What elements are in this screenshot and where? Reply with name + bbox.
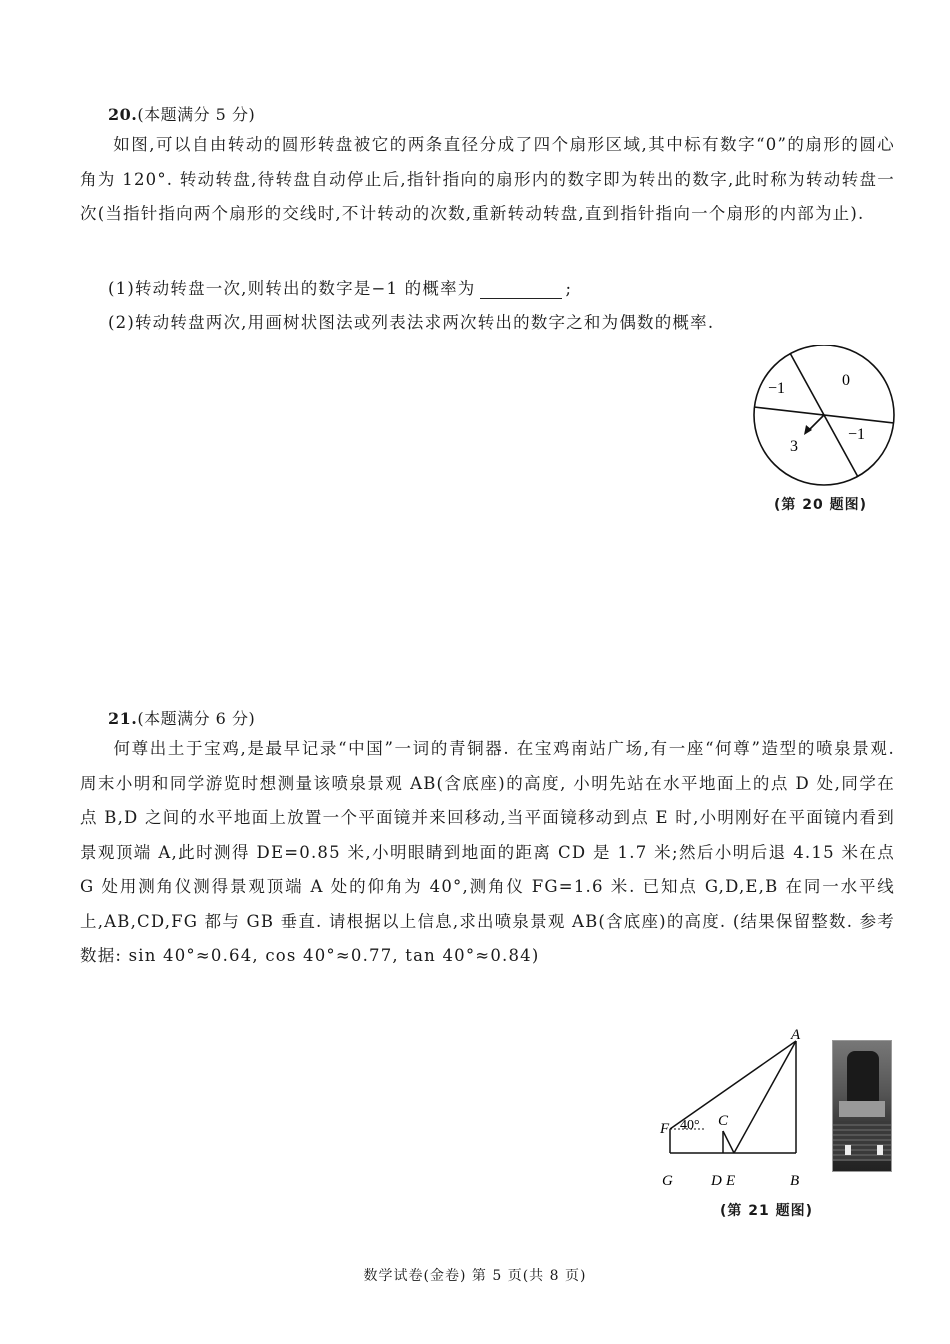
- q20-figure-caption: (第 20 题图): [774, 497, 868, 513]
- label-C: C: [718, 1113, 729, 1129]
- label-B: B: [790, 1173, 800, 1189]
- he-zun-fountain-photo: [832, 1040, 892, 1172]
- q21-figure-caption: (第 21 题图): [720, 1203, 814, 1219]
- label-D: D: [711, 1173, 722, 1189]
- label-E: E: [726, 1173, 736, 1189]
- q20-answer-blank[interactable]: [480, 280, 562, 299]
- q20-part2: [108, 309, 714, 333]
- q20-body-text: 如图,可以自由转动的圆形转盘被它的两条直径分成了四个扇形区域,其中标有数字“0”的扇形的圆心角为 120°. 转动转盘,待转盘自动停止后,指针指向的扇形内的数字即为转出的数字,此时称为转动转盘一次(当指针指向两个扇形的交线时,不计转动的次数,重新转动转盘,直到指针指向一个扇形的内部为止).: [80, 135, 895, 223]
- q20-score: (本题满分 5 分): [137, 105, 256, 124]
- sector-label-0: 0: [842, 372, 850, 389]
- q21-header: [108, 706, 255, 729]
- label-A: A: [791, 1027, 801, 1043]
- sector-label-neg1-a: −1: [768, 380, 786, 397]
- sector-label-neg1-b: −1: [848, 426, 866, 443]
- q20-part1: [108, 275, 572, 299]
- q20-part1-text: (1)转动转盘一次,则转出的数字是−1 的概率为: [108, 279, 476, 298]
- q20-header: [108, 102, 255, 125]
- segment-FA: [670, 1041, 796, 1129]
- q20-spinner-figure: [748, 345, 898, 490]
- q20-part2-text: (2)转动转盘两次,用画树状图法或列表法求两次转出的数字之和为偶数的概率.: [108, 313, 715, 332]
- pointer-arrow-icon: [808, 415, 824, 431]
- segment-EA: [734, 1041, 796, 1153]
- q21-body: [80, 732, 895, 974]
- sector-label-3: 3: [790, 438, 798, 455]
- q21-geometry-figure: [658, 1025, 823, 1195]
- label-F: F: [660, 1121, 670, 1137]
- q21-body-text: 何尊出土于宝鸡,是最早记录“中国”一词的青铜器. 在宝鸡南站广场,有一座“何尊”造型的喷泉景观. 周末小明和同学游览时想测量该喷泉景观 AB(含底座)的高度, 小明先站在水平地面上的点 D 处,同学在点 B,D 之间的水平地面上放置一个平面镜并来回移动,当平面镜移动到点 E 时,小明刚好在平面镜内看到景观顶端 A,此时测得 DE=0.85 米,小明眼睛到地面的距离 CD 是 1.7 米;然后小明后退 4.15 米在点 G 处用测角仪测得景观顶端 A 处的仰角为 40°,测角仪 FG=1.6 米. 已知点 G,D,E,B 在同一水平线上,AB,CD,FG 都与 GB 垂直. 请根据以上信息,求出喷泉景观 AB(含底座)的高度. (结果保留整数. 参考数据: sin 40°≈0.64, cos 40°≈0.77, tan 40°≈0.84): [80, 739, 895, 965]
- q20-part1-end: ;: [565, 279, 573, 298]
- page-footer: 数学试卷(金卷) 第 5 页(共 8 页): [363, 1268, 587, 1284]
- q21-number: 21.: [108, 709, 138, 728]
- q20-number: 20.: [108, 105, 138, 124]
- label-G: G: [662, 1173, 673, 1189]
- q20-body: [80, 128, 895, 232]
- q21-score: (本题满分 6 分): [137, 709, 256, 728]
- label-angle-40: 40°: [680, 1118, 700, 1133]
- segment-CE: [723, 1131, 734, 1153]
